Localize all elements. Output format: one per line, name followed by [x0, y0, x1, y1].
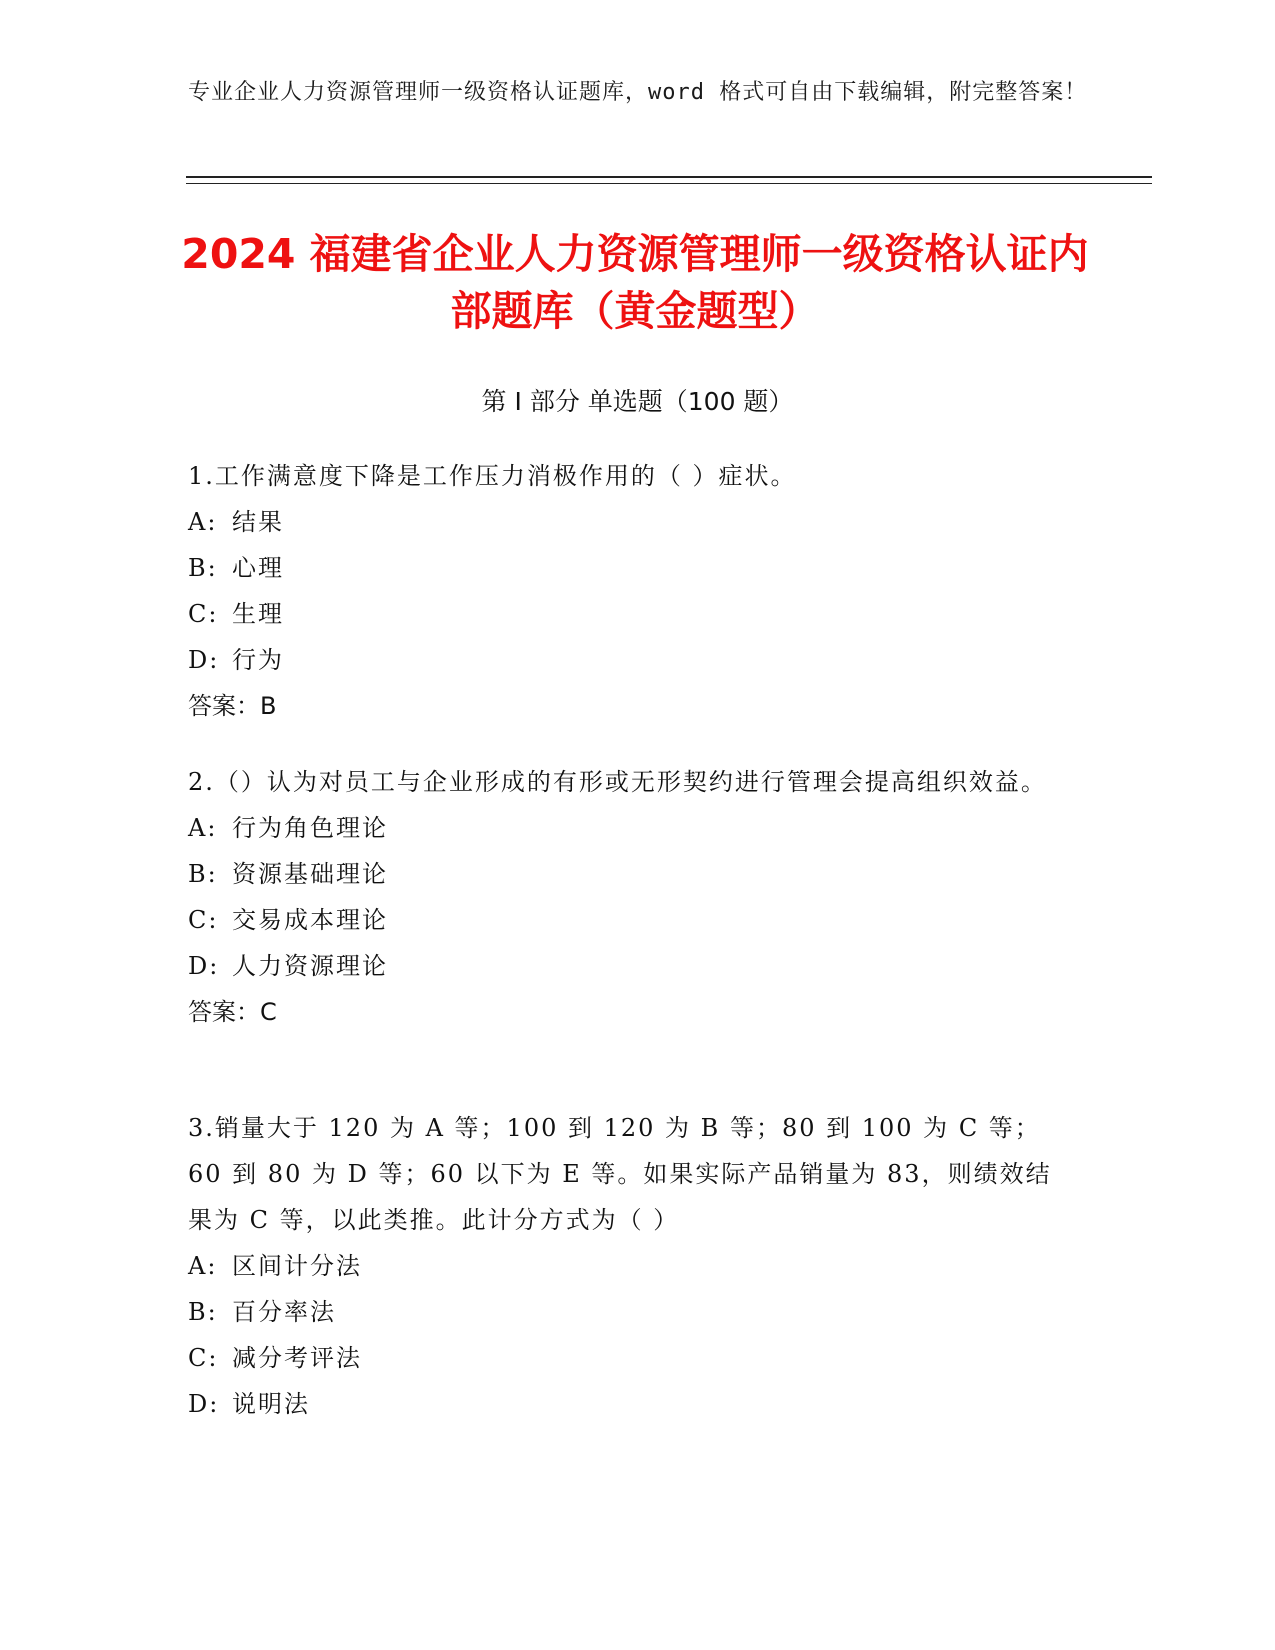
option-text: 生理 — [232, 600, 284, 628]
option-c — [188, 1335, 1068, 1381]
option-letter: A: — [188, 814, 218, 842]
option-letter: B: — [188, 860, 218, 888]
option-letter: B: — [188, 554, 218, 582]
section-heading: 第 I 部分 单选题（100 题） — [481, 387, 794, 416]
header-rule-thin — [186, 183, 1152, 184]
option-letter: D: — [188, 646, 220, 674]
option-b — [188, 851, 1068, 897]
option-d — [188, 637, 1068, 683]
option-letter: A: — [188, 508, 218, 536]
option-a — [188, 1243, 1068, 1289]
option-letter: D: — [188, 952, 220, 980]
option-text: 减分考评法 — [232, 1344, 362, 1372]
document-title: 2024 福建省企业人力资源管理师一级资格认证内部题库（黄金题型） — [181, 230, 1089, 335]
option-text: 人力资源理论 — [232, 952, 388, 980]
question-stem: 2.（）认为对员工与企业形成的有形或无形契约进行管理会提高组织效益。 — [188, 768, 1047, 796]
option-a — [188, 805, 1068, 851]
option-letter: D: — [188, 1390, 220, 1418]
option-c — [188, 897, 1068, 943]
question-stem: 3.销量大于 120 为 A 等；100 到 120 为 B 等；80 到 100 为 C 等；60 到 80 为 D 等；60 以下为 E 等。如果实际产品销量为 83，则绩效结果为 C 等，以此类推。此计分方式为（ ） — [188, 1114, 1052, 1234]
option-d — [188, 943, 1068, 989]
option-text: 说明法 — [232, 1390, 310, 1418]
option-d — [188, 1381, 1068, 1427]
option-b — [188, 1289, 1068, 1335]
option-text: 区间计分法 — [232, 1252, 362, 1280]
option-c — [188, 591, 1068, 637]
option-b — [188, 545, 1068, 591]
header-note: 专业企业人力资源管理师一级资格认证题库，word 格式可自由下载编辑，附完整答案！ — [188, 80, 1088, 105]
option-letter: A: — [188, 1252, 218, 1280]
question-1 — [188, 453, 1068, 729]
option-a — [188, 499, 1068, 545]
question-3 — [188, 1105, 1068, 1427]
question-2 — [188, 759, 1068, 1035]
question-stem: 1.工作满意度下降是工作压力消极作用的（ ）症状。 — [188, 462, 797, 490]
option-text: 心理 — [232, 554, 284, 582]
option-text: 结果 — [232, 508, 284, 536]
header-rule-thick — [186, 176, 1152, 178]
option-text: 交易成本理论 — [232, 906, 388, 934]
answer: 答案：B — [188, 692, 277, 720]
option-letter: C: — [188, 1344, 219, 1372]
option-letter: C: — [188, 600, 219, 628]
option-text: 行为角色理论 — [232, 814, 388, 842]
option-text: 百分率法 — [232, 1298, 336, 1326]
option-letter: C: — [188, 906, 219, 934]
answer: 答案：C — [188, 998, 277, 1026]
option-text: 资源基础理论 — [232, 860, 388, 888]
option-text: 行为 — [232, 646, 284, 674]
option-letter: B: — [188, 1298, 218, 1326]
